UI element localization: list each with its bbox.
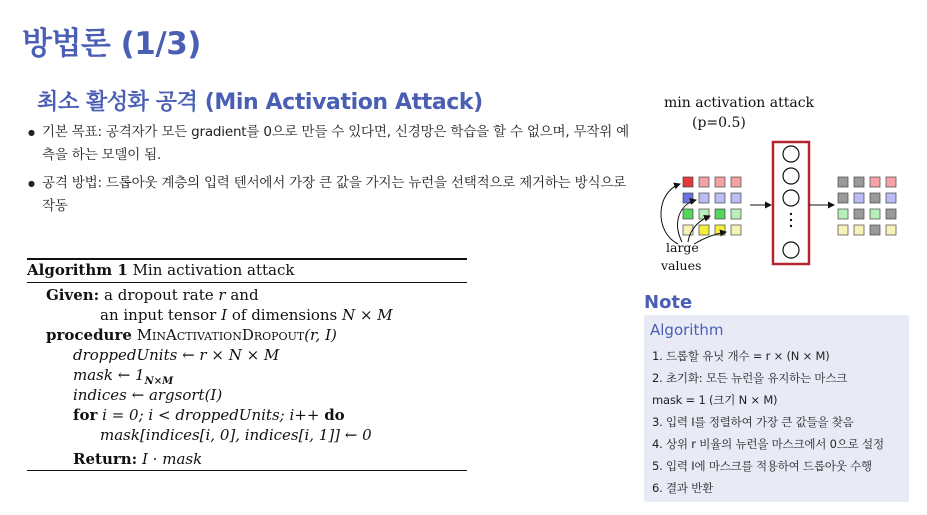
grid-cell (715, 177, 725, 187)
algorithm-indices-line: indices ← argsort(I) (73, 386, 223, 404)
grid-cell (715, 209, 725, 219)
bullet-goal: ● 기본 목표: 공격자가 모든 gradient를 0으로 만들 수 있다면, 신경망은 학습을 할 수 없으며, 무작위 예측을 하는 모델이 됨. (28, 121, 638, 167)
grid-cell (870, 177, 880, 187)
algorithm-mask-set-line: mask[indices[i, 0], indices[i, 1]] ← 0 (100, 426, 372, 444)
algorithm-return-line (73, 449, 202, 469)
algorithm-given-line-2 (100, 305, 393, 325)
grid-cell (854, 209, 864, 219)
grid-cell (731, 193, 741, 203)
grid-cell (854, 225, 864, 235)
algorithm-procedure-line (46, 325, 337, 345)
mask-init: mask ← 1 (73, 366, 145, 384)
arrow-large-1 (661, 184, 680, 244)
grid-cell (838, 177, 848, 187)
given-text-2-mid: of dimensions (231, 306, 338, 324)
given-var-r: r (218, 286, 226, 304)
note-item: 5. 입력 I에 마스크를 적용하여 드롭아웃 수행 (652, 459, 872, 473)
note-item: 2. 초기화: 모든 뉴런을 유지하는 마스크 (652, 371, 848, 385)
algorithm-bottom-rule (27, 470, 467, 471)
note-item: mask = 1 (크기 N × M) (652, 393, 778, 407)
algorithm-mid-rule (27, 282, 467, 283)
grid-cell (683, 177, 693, 187)
procedure-name: MinActivationDropout (136, 326, 305, 344)
note-item: 4. 상위 r 비율의 뉴런을 마스크에서 0으로 설정 (652, 437, 884, 451)
grid-cell (886, 209, 896, 219)
procedure-keyword: procedure (46, 326, 132, 344)
grid-cell (838, 209, 848, 219)
algorithm-given-line (46, 285, 259, 305)
grid-cell (870, 193, 880, 203)
note-title: Note (644, 292, 693, 313)
ellipsis-dot (790, 225, 792, 227)
return-expression: I · mask (141, 450, 203, 468)
grid-cell (699, 177, 709, 187)
input-grid (683, 177, 741, 235)
grid-cell (731, 225, 741, 235)
min-activation-diagram (646, 92, 916, 282)
algorithm-header (27, 260, 294, 280)
return-keyword: Return: (73, 450, 138, 468)
algorithm-for-line (73, 405, 345, 425)
grid-cell (838, 225, 848, 235)
section-subtitle: 최소 활성화 공격 (Min Activation Attack) (37, 90, 483, 115)
given-var-i: I (221, 306, 228, 324)
page-title: 방법론 (1/3) (22, 26, 201, 62)
grid-cell (886, 177, 896, 187)
grid-cell (683, 225, 693, 235)
given-dims: N × M (342, 306, 393, 324)
procedure-args: (r, I) (304, 326, 337, 344)
grid-cell (731, 209, 741, 219)
note-heading: Algorithm (650, 321, 724, 339)
algorithm-name: Min activation attack (132, 261, 295, 279)
note-item: 1. 드롭할 유닛 개수 = r × (N × M) (652, 349, 830, 363)
grid-cell (715, 193, 725, 203)
algorithm-number: Algorithm 1 (27, 261, 128, 279)
note-list (652, 345, 884, 499)
grid-cell (870, 209, 880, 219)
note-box (644, 315, 909, 502)
output-grid (838, 177, 896, 235)
given-text-2: an input tensor (100, 306, 217, 324)
grid-cell (731, 177, 741, 187)
diagram-caption-2: (p=0.5) (692, 115, 746, 131)
diagram-caption-1: min activation attack (664, 95, 815, 111)
neuron-circle (783, 190, 799, 206)
ellipsis-dot (790, 219, 792, 221)
label-large: large (666, 240, 699, 255)
note-item: 3. 입력 I를 정렬하여 가장 큰 값들을 찾음 (652, 415, 854, 429)
algorithm-dropped-line: droppedUnits ← r × N × M (73, 346, 280, 364)
given-text-1-tail: and (230, 286, 259, 304)
grid-cell (683, 209, 693, 219)
given-keyword: Given: (46, 286, 100, 304)
bullet-list (28, 121, 638, 223)
grid-cell (854, 193, 864, 203)
neuron-circle (783, 168, 799, 184)
grid-cell (699, 193, 709, 203)
neuron-circle (783, 242, 799, 258)
note-item: 6. 결과 반환 (652, 481, 714, 495)
do-keyword: do (324, 406, 345, 424)
neuron-circle (783, 146, 799, 162)
grid-cell (854, 177, 864, 187)
label-values: values (661, 258, 702, 273)
mask-subscript: N×M (144, 376, 174, 387)
given-text-1: a dropout rate (104, 286, 214, 304)
grid-cell (886, 193, 896, 203)
grid-cell (886, 225, 896, 235)
grid-cell (838, 193, 848, 203)
grid-cell (870, 225, 880, 235)
for-keyword: for (73, 406, 98, 424)
ellipsis-dot (790, 213, 792, 215)
bullet-method: ● 공격 방법: 드롭아웃 계층의 입력 텐서에서 가장 큰 값을 가지는 뉴런을 선택적으로 제거하는 방식으로 작동 (28, 172, 638, 218)
grid-cell (699, 225, 709, 235)
arrow-large-2 (678, 200, 696, 242)
for-condition: i = 0; i < droppedUnits; i++ (102, 406, 320, 424)
